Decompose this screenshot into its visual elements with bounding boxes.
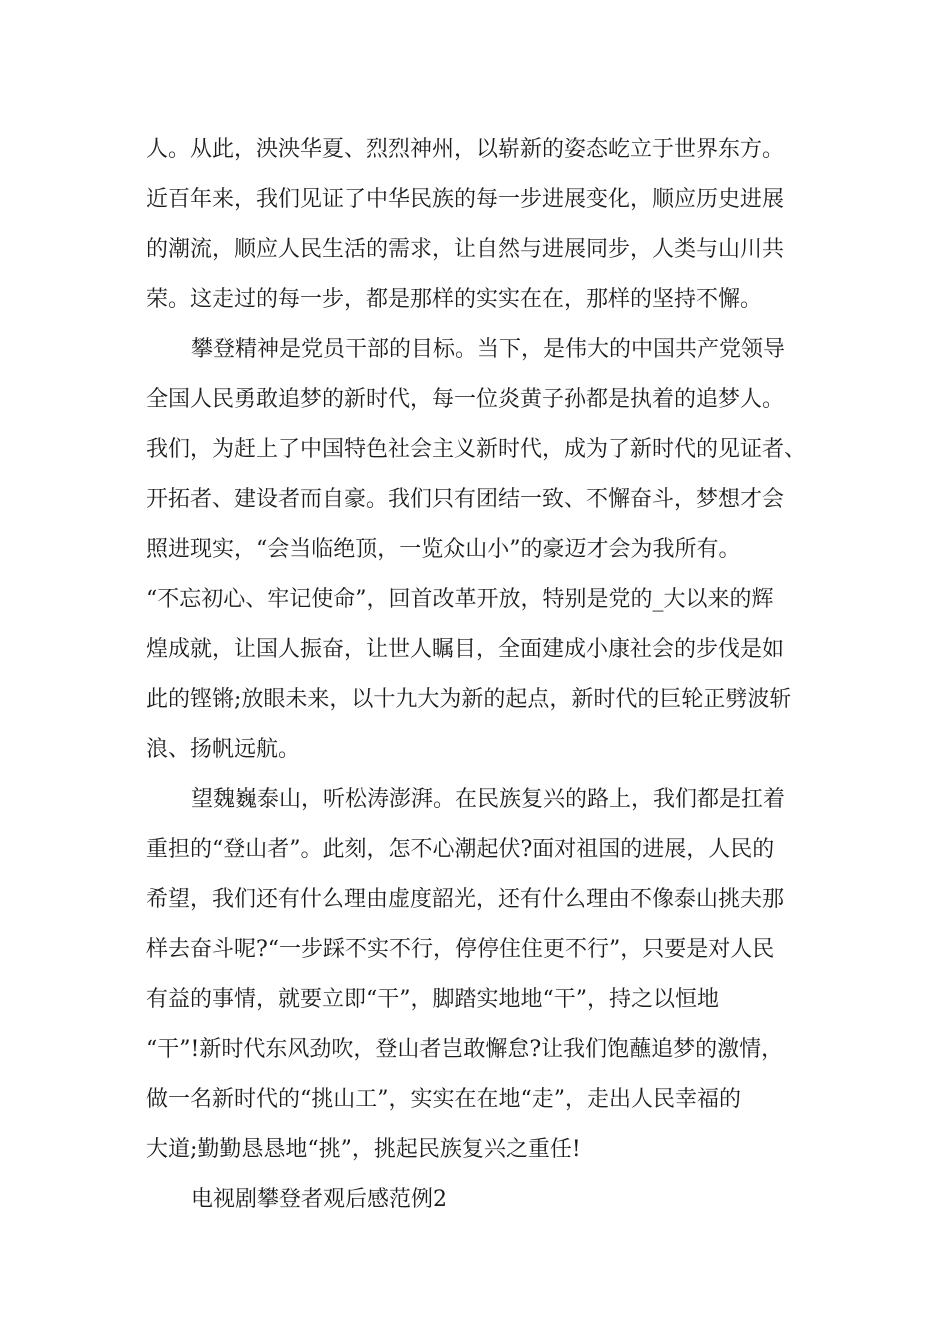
paragraph-first-line: 望魏巍泰山，听松涛澎湃。在民族复兴的路上，我们都是扛着 xyxy=(191,787,786,812)
text-line: 近百年来，我们见证了中华民族的每一步进展变化，顺应历史进展 xyxy=(146,187,785,212)
text-line: 荣。这走过的每一步，都是那样的实实在在，那样的坚持不懈。 xyxy=(146,287,763,312)
text-line: 做一名新时代的“挑山工”，实实在在地“走”，走出人民幸福的 xyxy=(146,1087,741,1112)
text-line: 人。从此，泱泱华夏、烈烈神州，以崭新的姿态屹立于世界东方。 xyxy=(146,137,785,162)
text-line: 此的铿锵;放眼未来，以十九大为新的起点，新时代的巨轮正劈波斩 xyxy=(146,687,792,712)
text-line: 浪、扬帆远航。 xyxy=(146,737,301,762)
text-line: 照进现实，“会当临绝顶，一览众山小”的豪迈才会为我所有。 xyxy=(146,537,741,562)
text-line: 希望，我们还有什么理由虚度韶光，还有什么理由不像泰山挑夫那 xyxy=(146,887,785,912)
text-line: “不忘初心、牢记使命”，回首改革开放，特别是党的_大以来的辉 xyxy=(146,587,774,612)
text-line: 我们，为赶上了中国特色社会主义新时代，成为了新时代的见证者、 xyxy=(146,437,807,462)
text-line: 煌成就，让国人振奋，让世人瞩目，全面建成小康社会的步伐是如 xyxy=(146,637,785,662)
section-heading: 电视剧攀登者观后感范例2 xyxy=(191,1187,447,1212)
text-line: 重担的“登山者”。此刻，怎不心潮起伏?面对祖国的进展，人民的 xyxy=(146,837,775,862)
text-line: “干”!新时代东风劲吹，登山者岂敢懈怠?让我们饱蘸追梦的激情， xyxy=(146,1037,784,1062)
text-line: 样去奋斗呢?“一步踩不实不行，停停住住更不行”，只要是对人民 xyxy=(146,937,775,962)
text-line: 全国人民勇敢追梦的新时代，每一位炎黄子孙都是执着的追梦人。 xyxy=(146,387,785,412)
text-line: 的潮流，顺应人民生活的需求，让自然与进展同步，人类与山川共 xyxy=(146,237,785,262)
text-line: 大道;勤勤恳恳地“挑”，挑起民族复兴之重任! xyxy=(146,1137,581,1162)
text-line: 开拓者、建设者而自豪。我们只有团结一致、不懈奋斗，梦想才会 xyxy=(146,487,785,512)
paragraph-first-line: 攀登精神是党员干部的目标。当下，是伟大的中国共产党领导 xyxy=(191,337,786,362)
text-line: 有益的事情，就要立即“干”，脚踏实地地“干”，持之以恒地 xyxy=(146,987,719,1012)
